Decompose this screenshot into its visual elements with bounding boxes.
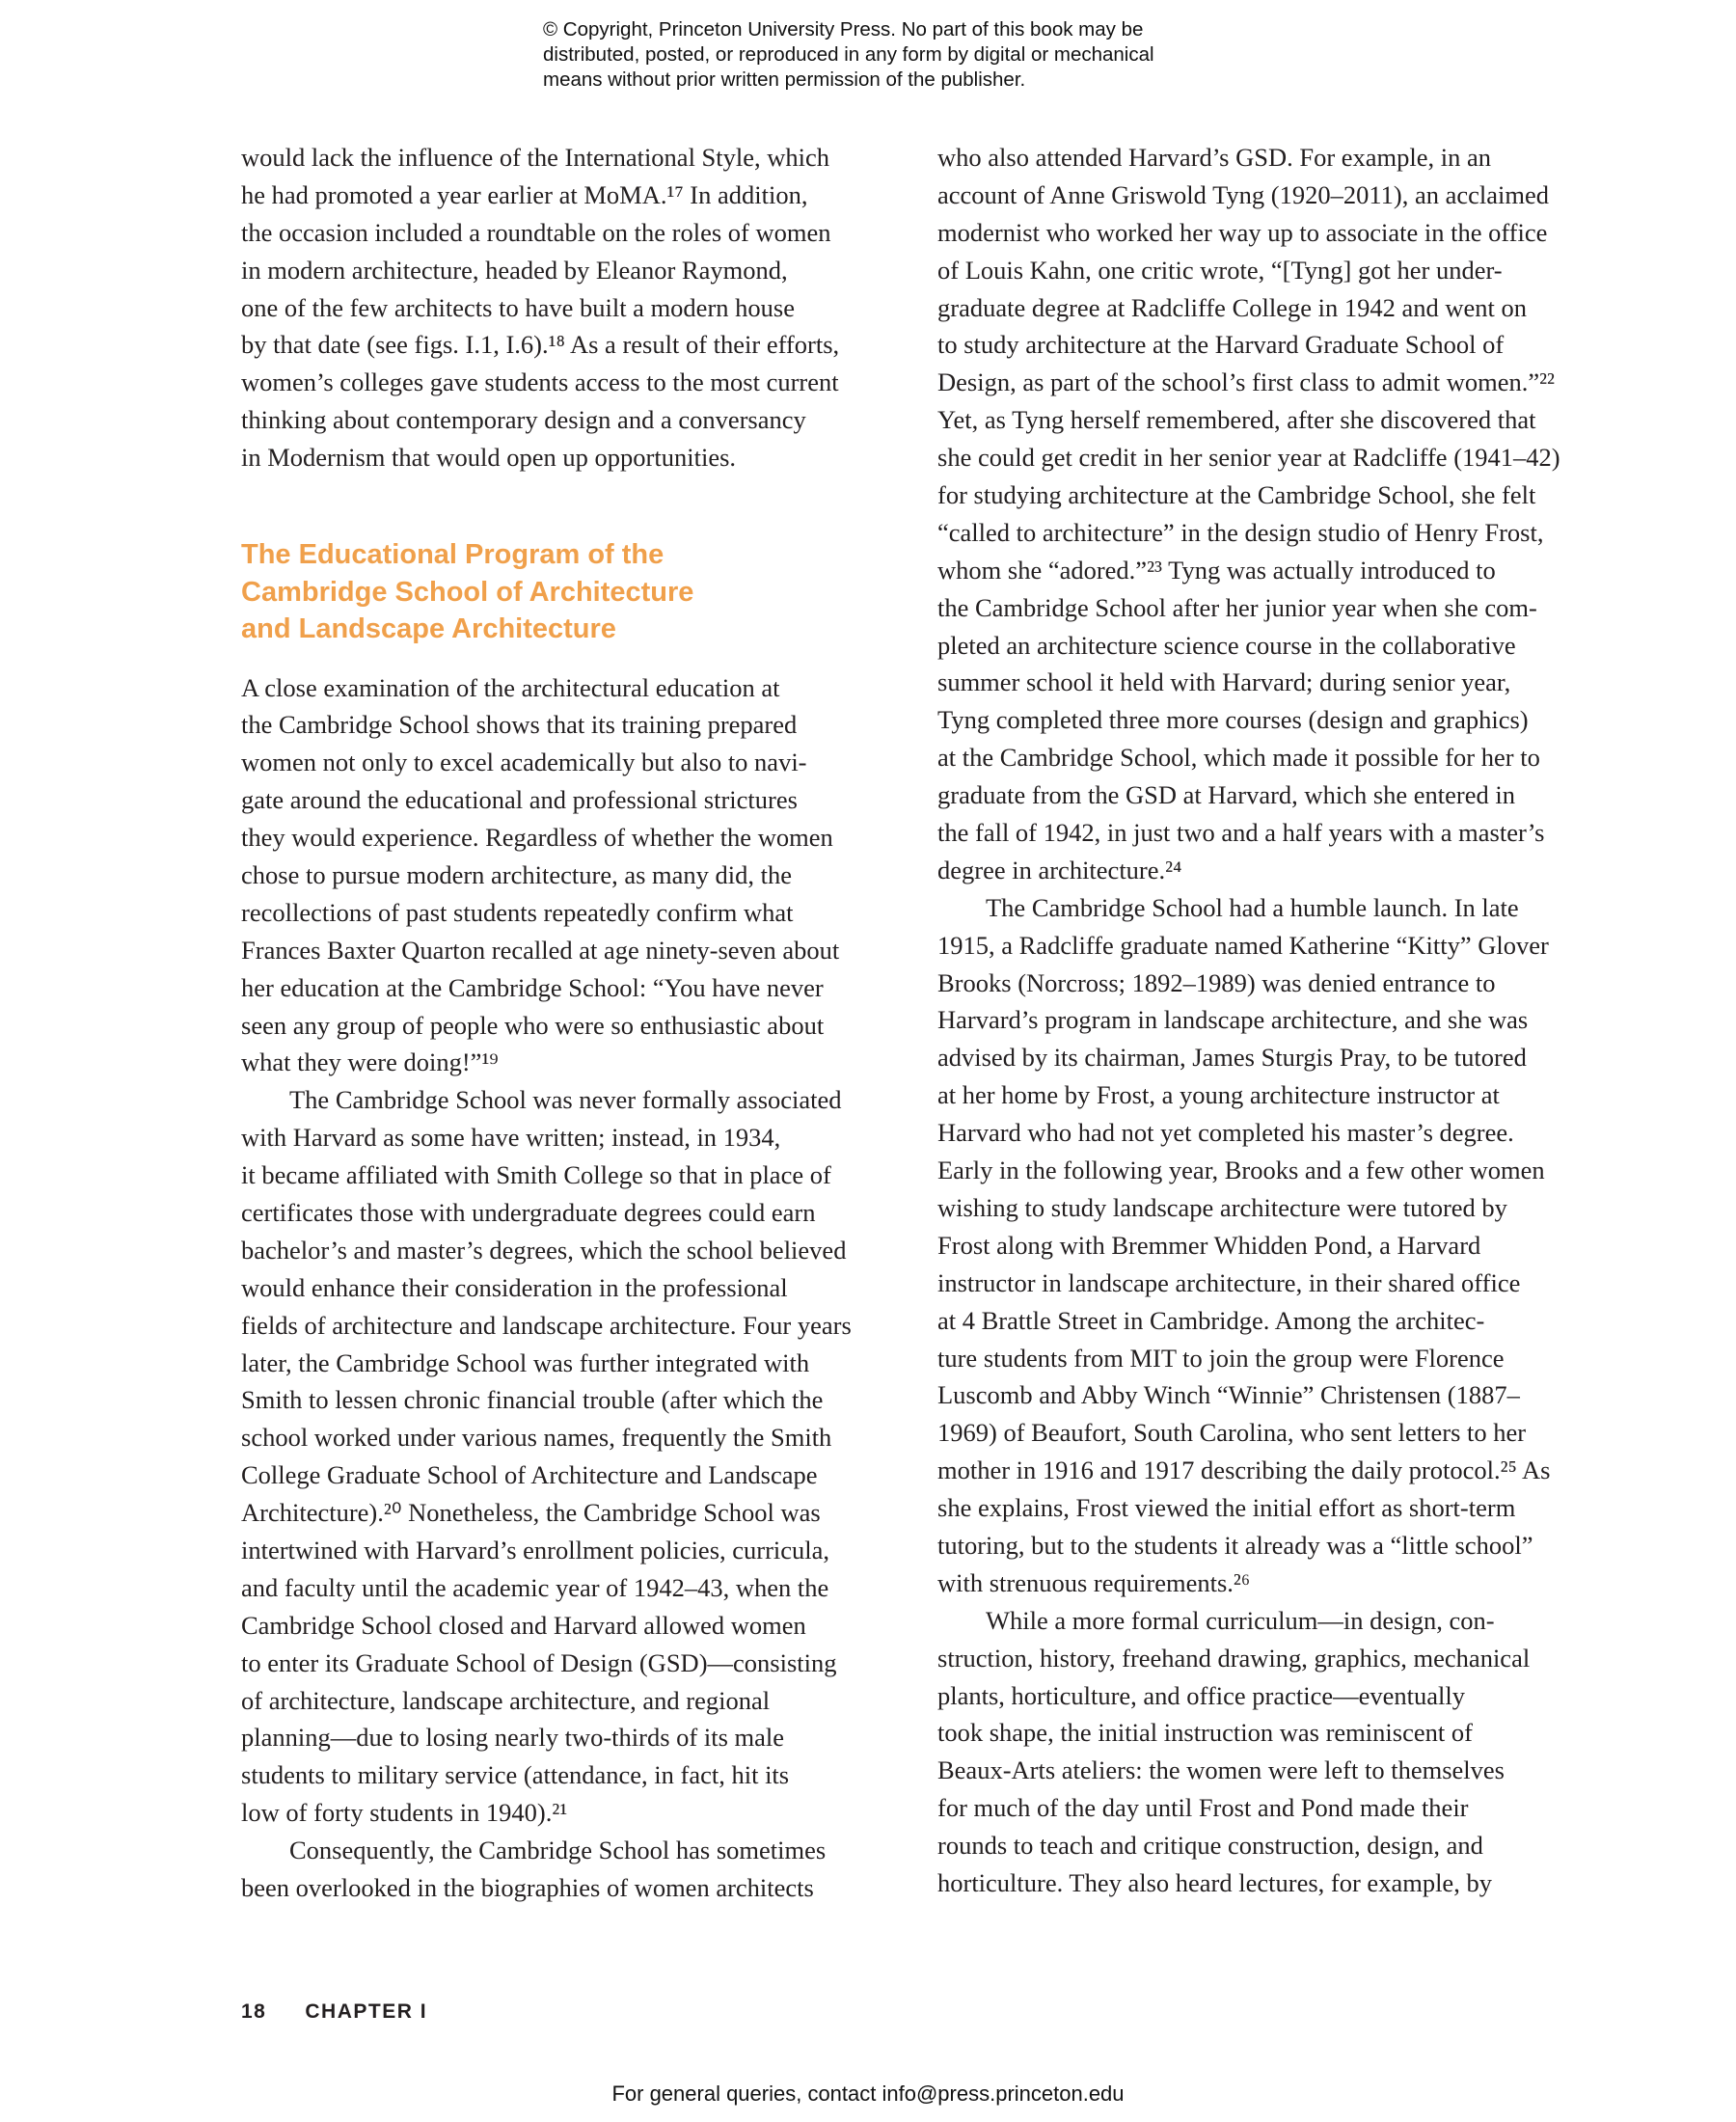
text-line: graduate from the GSD at Harvard, which she entered in xyxy=(937,780,1515,810)
section-heading xyxy=(241,536,907,648)
text-line: 1915, a Radcliffe graduate named Katherine “Kitty” Glover xyxy=(937,930,1549,960)
copyright-line: © Copyright, Princeton University Press. No part of this book may be xyxy=(543,18,1144,41)
text-line: the fall of 1942, in just two and a half years with a master’s xyxy=(937,818,1545,848)
text-line: of architecture, landscape architecture, and regional xyxy=(241,1685,771,1715)
text-line: to study architecture at the Harvard Graduate School of xyxy=(937,330,1505,360)
text-line: the Cambridge School shows that its training prepared xyxy=(241,710,798,740)
text-line: women’s colleges gave students access to the most current xyxy=(241,367,839,397)
text-line: Beaux-Arts ateliers: the women were left to themselves xyxy=(937,1755,1505,1785)
text-line: school worked under various names, frequently the Smith xyxy=(241,1423,832,1453)
text-line: he had promoted a year earlier at MoMA.¹⁷ In addition, xyxy=(241,179,808,209)
text-line: 1969) of Beaufort, South Carolina, who sent letters to her xyxy=(937,1418,1527,1448)
paragraph xyxy=(241,139,907,476)
text-line: Cambridge School closed and Harvard allowed women xyxy=(241,1610,806,1640)
copyright-line: distributed, posted, or reproduced in any form by digital or mechanical xyxy=(543,43,1154,66)
text-line: would enhance their consideration in the professional xyxy=(241,1272,788,1302)
text-line: “called to architecture” in the design studio of Henry Frost, xyxy=(937,517,1544,547)
text-line: Tyng completed three more courses (design and graphics) xyxy=(937,705,1529,735)
text-line: low of forty students in 1940).²¹ xyxy=(241,1798,568,1828)
running-footer xyxy=(241,2000,427,2024)
text-line: planning—due to losing nearly two-thirds of its male xyxy=(241,1723,785,1753)
text-line: graduate degree at Radcliffe College in 1942 and went on xyxy=(937,292,1528,322)
text-line: plants, horticulture, and office practice—eventually xyxy=(937,1680,1465,1710)
text-line: modernist who worked her way up to associate in the office xyxy=(937,217,1548,247)
right-column xyxy=(937,139,1613,1902)
text-line: thinking about contemporary design and a conversancy xyxy=(241,405,806,435)
text-line: Smith to lessen chronic financial trouble (after which the xyxy=(241,1385,824,1415)
text-line: at the Cambridge School, which made it possible for her to xyxy=(937,743,1540,773)
text-line: tutoring, but to the students it already was a “little school” xyxy=(937,1530,1533,1560)
text-line: she could get credit in her senior year at Radcliffe (1941–42) xyxy=(937,443,1560,473)
text-line: Harvard’s program in landscape architecture, and she was xyxy=(937,1005,1529,1035)
text-line: gate around the educational and professional strictures xyxy=(241,785,798,815)
text-line: A close examination of the architectural education at xyxy=(241,672,780,702)
text-line: the Cambridge School after her junior year when she com- xyxy=(937,592,1537,622)
contact-footer: For general queries, contact info@press.princeton.edu xyxy=(611,2081,1125,2106)
text-line: Consequently, the Cambridge School has sometimes xyxy=(289,1836,827,1865)
text-line: degree in architecture.²⁴ xyxy=(937,855,1182,884)
text-line: chose to pursue modern architecture, as many did, the xyxy=(241,859,793,889)
text-line: with strenuous requirements.²⁶ xyxy=(937,1567,1251,1597)
text-line: While a more formal curriculum—in design, con- xyxy=(986,1605,1495,1635)
text-line: and faculty until the academic year of 1942–43, when the xyxy=(241,1572,829,1602)
text-line: for much of the day until Frost and Pond made their xyxy=(937,1793,1469,1823)
text-line: intertwined with Harvard’s enrollment policies, curricula, xyxy=(241,1536,830,1564)
text-line: with Harvard as some have written; instead, in 1934, xyxy=(241,1123,781,1153)
text-line: students to military service (attendance, in fact, hit its xyxy=(241,1760,790,1790)
text-line: seen any group of people who were so enthusiastic about xyxy=(241,1010,825,1040)
chapter-label: CHAPTER I xyxy=(305,2000,428,2023)
copyright-notice xyxy=(543,17,1154,93)
text-line: instructor in landscape architecture, in their shared office xyxy=(937,1267,1521,1297)
text-line: took shape, the initial instruction was reminiscent of xyxy=(937,1718,1473,1748)
text-line: bachelor’s and master’s degrees, which the school believed xyxy=(241,1235,847,1265)
text-line: summer school it held with Harvard; during senior year, xyxy=(937,667,1511,697)
text-line: who also attended Harvard’s GSD. For example, in an xyxy=(937,143,1492,172)
left-column xyxy=(241,139,907,1907)
text-line: horticulture. They also heard lectures, for example, by xyxy=(937,1867,1492,1897)
text-line: Brooks (Norcross; 1892–1989) was denied entrance to xyxy=(937,967,1496,997)
text-line: Frost along with Bremmer Whidden Pond, a Harvard xyxy=(937,1230,1481,1260)
text-line: The Cambridge School had a humble launch. In late xyxy=(986,892,1519,922)
paragraph xyxy=(241,1832,907,1907)
text-line: fields of architecture and landscape architecture. Four years xyxy=(241,1310,852,1340)
paragraph xyxy=(937,889,1613,1602)
text-line: Yet, as Tyng herself remembered, after she discovered that xyxy=(937,405,1536,435)
paragraph xyxy=(937,1602,1613,1902)
text-line: what they were doing!”¹⁹ xyxy=(241,1047,499,1077)
text-line: at her home by Frost, a young architecture instructor at xyxy=(937,1080,1500,1110)
text-line: College Graduate School of Architecture and Landscape xyxy=(241,1460,818,1490)
text-line: Architecture).²⁰ Nonetheless, the Cambridge School was xyxy=(241,1498,821,1528)
text-line: account of Anne Griswold Tyng (1920–2011), an acclaimed xyxy=(937,179,1549,209)
text-line: in modern architecture, headed by Eleanor Raymond, xyxy=(241,255,788,285)
text-line: Frances Baxter Quarton recalled at age ninety-seven about xyxy=(241,935,840,965)
text-line: it became affiliated with Smith College so that in place of xyxy=(241,1160,831,1190)
text-line: Luscomb and Abby Winch “Winnie” Christensen (1887– xyxy=(937,1380,1520,1410)
text-line: Design, as part of the school’s first class to admit women.”²² xyxy=(937,367,1555,397)
paragraph xyxy=(241,1081,907,1832)
text-line: for studying architecture at the Cambridge School, she felt xyxy=(937,480,1536,510)
heading-line: The Educational Program of the xyxy=(241,539,665,571)
copyright-line: means without prior written permission of the publisher. xyxy=(543,68,1026,91)
text-line: the occasion included a roundtable on the roles of women xyxy=(241,217,831,247)
text-line: at 4 Brattle Street in Cambridge. Among the architec- xyxy=(937,1305,1485,1335)
text-line: Early in the following year, Brooks and a few other women xyxy=(937,1156,1545,1185)
text-line: recollections of past students repeatedly confirm what xyxy=(241,897,794,927)
text-line: Harvard who had not yet completed his master’s degree. xyxy=(937,1118,1514,1148)
text-line: whom she “adored.”²³ Tyng was actually introduced to xyxy=(937,555,1496,585)
text-line: would lack the influence of the International Style, which xyxy=(241,143,830,172)
text-line: of Louis Kahn, one critic wrote, “[Tyng] got her under- xyxy=(937,255,1503,285)
text-line: pleted an architecture science course in the collaborative xyxy=(937,630,1516,660)
text-line: struction, history, freehand drawing, graphics, mechanical xyxy=(937,1643,1531,1673)
text-line: to enter its Graduate School of Design (GSD)—consisting xyxy=(241,1647,837,1677)
text-line: been overlooked in the biographies of women architects xyxy=(241,1873,814,1903)
text-line: she explains, Frost viewed the initial effort as short-term xyxy=(937,1493,1516,1523)
text-line: wishing to study landscape architecture were tutored by xyxy=(937,1192,1507,1222)
paragraph xyxy=(937,139,1613,889)
text-line: mother in 1916 and 1917 describing the daily protocol.²⁵ As xyxy=(937,1455,1551,1485)
text-line: in Modernism that would open up opportunities. xyxy=(241,443,737,473)
paragraph xyxy=(241,669,907,1082)
text-line: one of the few architects to have built a modern house xyxy=(241,292,795,322)
text-line: rounds to teach and critique construction, design, and xyxy=(937,1831,1483,1861)
text-line: they would experience. Regardless of whether the women xyxy=(241,823,833,853)
text-line: The Cambridge School was never formally associated xyxy=(289,1085,842,1115)
text-line: by that date (see figs. I.1, I.6).¹⁸ As a result of their efforts, xyxy=(241,330,840,360)
text-line: women not only to excel academically but also to navi- xyxy=(241,748,807,777)
page-number: 18 xyxy=(241,2000,267,2023)
text-line: advised by its chairman, James Sturgis Pray, to be tutored xyxy=(937,1043,1527,1073)
text-line: certificates those with undergraduate degrees could earn xyxy=(241,1197,816,1227)
text-line: ture students from MIT to join the group were Florence xyxy=(937,1343,1505,1373)
text-line: her education at the Cambridge School: “You have never xyxy=(241,972,824,1002)
heading-line: Cambridge School of Architecture xyxy=(241,576,694,608)
text-line: later, the Cambridge School was further integrated with xyxy=(241,1347,810,1377)
heading-line: and Landscape Architecture xyxy=(241,613,616,645)
